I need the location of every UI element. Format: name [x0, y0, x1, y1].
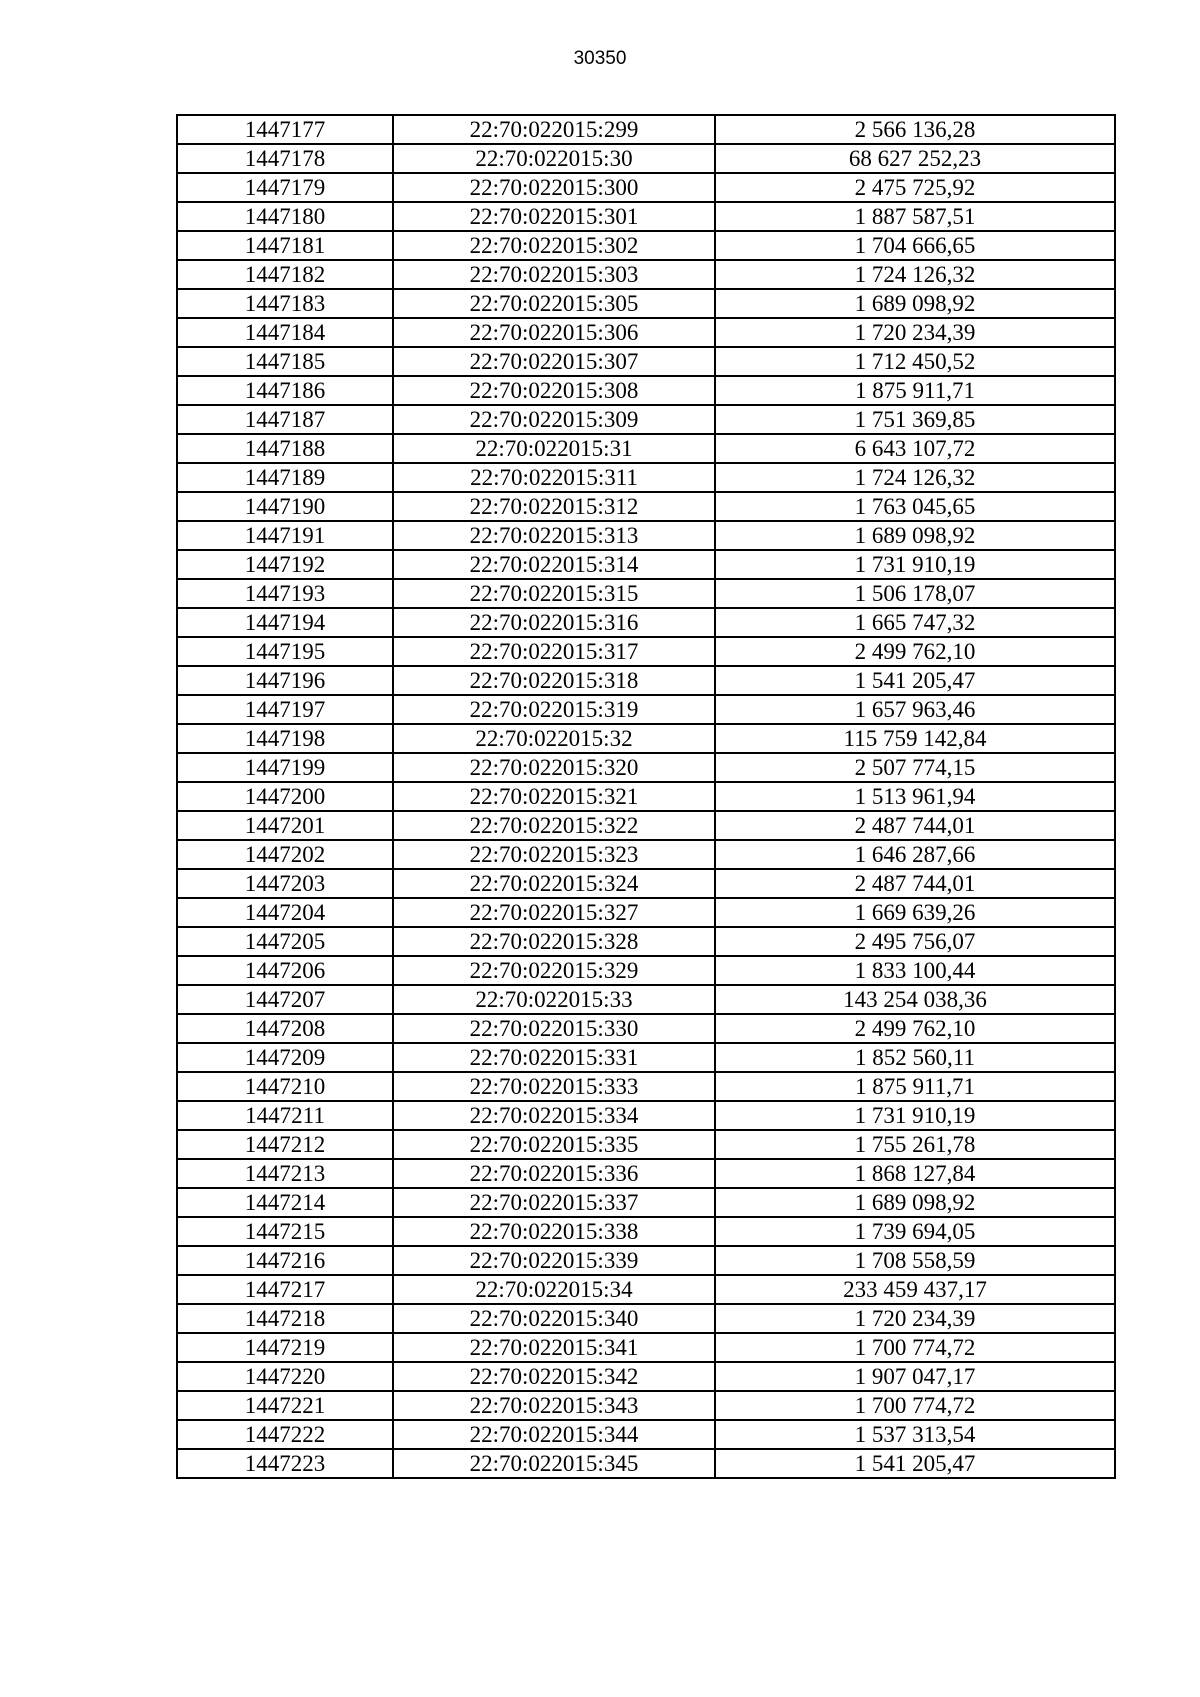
- cadastral-number-cell: 22:70:022015:324: [393, 869, 715, 898]
- row-number-cell: 1447177: [177, 115, 393, 144]
- row-number-cell: 1447217: [177, 1275, 393, 1304]
- cadastral-number-cell: 22:70:022015:322: [393, 811, 715, 840]
- cadastral-number-cell: 22:70:022015:30: [393, 144, 715, 173]
- cadastral-number-cell: 22:70:022015:317: [393, 637, 715, 666]
- cadastral-number-cell: 22:70:022015:321: [393, 782, 715, 811]
- table-row: [177, 1217, 1115, 1246]
- value-cell: 233 459 437,17: [715, 1275, 1115, 1304]
- row-number-cell: 1447219: [177, 1333, 393, 1362]
- row-number-cell: 1447191: [177, 521, 393, 550]
- value-cell: 2 487 744,01: [715, 869, 1115, 898]
- table-row: [177, 840, 1115, 869]
- row-number-cell: 1447208: [177, 1014, 393, 1043]
- row-number-cell: 1447180: [177, 202, 393, 231]
- value-cell: 1 731 910,19: [715, 1101, 1115, 1130]
- table-row: [177, 1391, 1115, 1420]
- row-number-cell: 1447195: [177, 637, 393, 666]
- table-body: [177, 115, 1115, 1478]
- value-cell: 1 689 098,92: [715, 1188, 1115, 1217]
- row-number-cell: 1447202: [177, 840, 393, 869]
- row-number-cell: 1447218: [177, 1304, 393, 1333]
- row-number-cell: 1447221: [177, 1391, 393, 1420]
- cadastral-number-cell: 22:70:022015:315: [393, 579, 715, 608]
- cadastral-number-cell: 22:70:022015:340: [393, 1304, 715, 1333]
- table-row: [177, 173, 1115, 202]
- value-cell: 1 751 369,85: [715, 405, 1115, 434]
- table-row: [177, 956, 1115, 985]
- cadastral-number-cell: 22:70:022015:331: [393, 1043, 715, 1072]
- cadastral-number-cell: 22:70:022015:335: [393, 1130, 715, 1159]
- row-number-cell: 1447186: [177, 376, 393, 405]
- table-row: [177, 1101, 1115, 1130]
- value-cell: 6 643 107,72: [715, 434, 1115, 463]
- value-cell: 1 907 047,17: [715, 1362, 1115, 1391]
- table-row: [177, 1014, 1115, 1043]
- value-cell: 2 495 756,07: [715, 927, 1115, 956]
- cadastral-number-cell: 22:70:022015:334: [393, 1101, 715, 1130]
- table-row: [177, 521, 1115, 550]
- table-row: [177, 202, 1115, 231]
- cadastral-number-cell: 22:70:022015:303: [393, 260, 715, 289]
- row-number-cell: 1447185: [177, 347, 393, 376]
- table-row: [177, 405, 1115, 434]
- table-row: [177, 811, 1115, 840]
- cadastral-value-table: [176, 114, 1116, 1479]
- row-number-cell: 1447216: [177, 1246, 393, 1275]
- row-number-cell: 1447200: [177, 782, 393, 811]
- table-row: [177, 1362, 1115, 1391]
- cadastral-number-cell: 22:70:022015:302: [393, 231, 715, 260]
- value-cell: 68 627 252,23: [715, 144, 1115, 173]
- table-row: [177, 463, 1115, 492]
- value-cell: 1 513 961,94: [715, 782, 1115, 811]
- cadastral-number-cell: 22:70:022015:33: [393, 985, 715, 1014]
- value-cell: 1 875 911,71: [715, 376, 1115, 405]
- cadastral-number-cell: 22:70:022015:318: [393, 666, 715, 695]
- cadastral-number-cell: 22:70:022015:333: [393, 1072, 715, 1101]
- cadastral-number-cell: 22:70:022015:338: [393, 1217, 715, 1246]
- cadastral-number-cell: 22:70:022015:32: [393, 724, 715, 753]
- table-row: [177, 579, 1115, 608]
- value-cell: 1 537 313,54: [715, 1420, 1115, 1449]
- table-row: [177, 1420, 1115, 1449]
- table-row: [177, 289, 1115, 318]
- cadastral-number-cell: 22:70:022015:345: [393, 1449, 715, 1478]
- table-row: [177, 1449, 1115, 1478]
- table-row: [177, 260, 1115, 289]
- value-cell: 1 665 747,32: [715, 608, 1115, 637]
- value-cell: 1 755 261,78: [715, 1130, 1115, 1159]
- row-number-cell: 1447181: [177, 231, 393, 260]
- row-number-cell: 1447201: [177, 811, 393, 840]
- value-cell: 1 868 127,84: [715, 1159, 1115, 1188]
- table-row: [177, 1246, 1115, 1275]
- cadastral-number-cell: 22:70:022015:343: [393, 1391, 715, 1420]
- table-row: [177, 1275, 1115, 1304]
- value-cell: 1 712 450,52: [715, 347, 1115, 376]
- table-row: [177, 724, 1115, 753]
- cadastral-number-cell: 22:70:022015:337: [393, 1188, 715, 1217]
- row-number-cell: 1447211: [177, 1101, 393, 1130]
- table-row: [177, 1304, 1115, 1333]
- value-cell: 1 669 639,26: [715, 898, 1115, 927]
- cadastral-number-cell: 22:70:022015:341: [393, 1333, 715, 1362]
- cadastral-number-cell: 22:70:022015:316: [393, 608, 715, 637]
- table-row: [177, 985, 1115, 1014]
- row-number-cell: 1447190: [177, 492, 393, 521]
- table-row: [177, 376, 1115, 405]
- value-cell: 2 475 725,92: [715, 173, 1115, 202]
- table-row: [177, 1188, 1115, 1217]
- row-number-cell: 1447194: [177, 608, 393, 637]
- row-number-cell: 1447205: [177, 927, 393, 956]
- cadastral-number-cell: 22:70:022015:311: [393, 463, 715, 492]
- table-row: [177, 492, 1115, 521]
- table-row: [177, 1159, 1115, 1188]
- cadastral-number-cell: 22:70:022015:308: [393, 376, 715, 405]
- value-cell: 1 689 098,92: [715, 521, 1115, 550]
- value-cell: 2 499 762,10: [715, 1014, 1115, 1043]
- cadastral-number-cell: 22:70:022015:319: [393, 695, 715, 724]
- cadastral-number-cell: 22:70:022015:330: [393, 1014, 715, 1043]
- value-cell: 143 254 038,36: [715, 985, 1115, 1014]
- value-cell: 1 731 910,19: [715, 550, 1115, 579]
- row-number-cell: 1447199: [177, 753, 393, 782]
- table-row: [177, 318, 1115, 347]
- table-row: [177, 550, 1115, 579]
- value-cell: 2 507 774,15: [715, 753, 1115, 782]
- value-cell: 1 720 234,39: [715, 318, 1115, 347]
- value-cell: 1 541 205,47: [715, 666, 1115, 695]
- row-number-cell: 1447188: [177, 434, 393, 463]
- table-row: [177, 608, 1115, 637]
- cadastral-number-cell: 22:70:022015:336: [393, 1159, 715, 1188]
- value-cell: 1 724 126,32: [715, 463, 1115, 492]
- cadastral-number-cell: 22:70:022015:306: [393, 318, 715, 347]
- table-row: [177, 898, 1115, 927]
- cadastral-number-cell: 22:70:022015:313: [393, 521, 715, 550]
- cadastral-number-cell: 22:70:022015:339: [393, 1246, 715, 1275]
- value-cell: 1 875 911,71: [715, 1072, 1115, 1101]
- row-number-cell: 1447193: [177, 579, 393, 608]
- value-cell: 1 704 666,65: [715, 231, 1115, 260]
- row-number-cell: 1447207: [177, 985, 393, 1014]
- cadastral-number-cell: 22:70:022015:31: [393, 434, 715, 463]
- cadastral-number-cell: 22:70:022015:34: [393, 1275, 715, 1304]
- cadastral-number-cell: 22:70:022015:312: [393, 492, 715, 521]
- row-number-cell: 1447214: [177, 1188, 393, 1217]
- table-row: [177, 927, 1115, 956]
- value-cell: 1 739 694,05: [715, 1217, 1115, 1246]
- row-number-cell: 1447204: [177, 898, 393, 927]
- cadastral-number-cell: 22:70:022015:300: [393, 173, 715, 202]
- row-number-cell: 1447183: [177, 289, 393, 318]
- value-cell: 1 720 234,39: [715, 1304, 1115, 1333]
- row-number-cell: 1447215: [177, 1217, 393, 1246]
- value-cell: 1 657 963,46: [715, 695, 1115, 724]
- table-row: [177, 434, 1115, 463]
- value-cell: 1 833 100,44: [715, 956, 1115, 985]
- value-cell: 1 887 587,51: [715, 202, 1115, 231]
- cadastral-number-cell: 22:70:022015:328: [393, 927, 715, 956]
- cadastral-number-cell: 22:70:022015:299: [393, 115, 715, 144]
- cadastral-number-cell: 22:70:022015:329: [393, 956, 715, 985]
- cadastral-number-cell: 22:70:022015:342: [393, 1362, 715, 1391]
- data-table-container: [176, 114, 1116, 1479]
- cadastral-number-cell: 22:70:022015:309: [393, 405, 715, 434]
- row-number-cell: 1447179: [177, 173, 393, 202]
- row-number-cell: 1447178: [177, 144, 393, 173]
- row-number-cell: 1447187: [177, 405, 393, 434]
- row-number-cell: 1447222: [177, 1420, 393, 1449]
- table-row: [177, 666, 1115, 695]
- table-row: [177, 231, 1115, 260]
- cadastral-number-cell: 22:70:022015:301: [393, 202, 715, 231]
- value-cell: 2 499 762,10: [715, 637, 1115, 666]
- table-row: [177, 1333, 1115, 1362]
- value-cell: 1 646 287,66: [715, 840, 1115, 869]
- row-number-cell: 1447213: [177, 1159, 393, 1188]
- row-number-cell: 1447210: [177, 1072, 393, 1101]
- row-number-cell: 1447196: [177, 666, 393, 695]
- table-row: [177, 782, 1115, 811]
- cadastral-number-cell: 22:70:022015:323: [393, 840, 715, 869]
- value-cell: 1 700 774,72: [715, 1333, 1115, 1362]
- row-number-cell: 1447212: [177, 1130, 393, 1159]
- table-row: [177, 869, 1115, 898]
- cadastral-number-cell: 22:70:022015:314: [393, 550, 715, 579]
- value-cell: 1 700 774,72: [715, 1391, 1115, 1420]
- row-number-cell: 1447209: [177, 1043, 393, 1072]
- cadastral-number-cell: 22:70:022015:327: [393, 898, 715, 927]
- value-cell: 1 724 126,32: [715, 260, 1115, 289]
- table-row: [177, 1130, 1115, 1159]
- cadastral-number-cell: 22:70:022015:305: [393, 289, 715, 318]
- row-number-cell: 1447197: [177, 695, 393, 724]
- table-row: [177, 347, 1115, 376]
- table-row: [177, 1072, 1115, 1101]
- row-number-cell: 1447206: [177, 956, 393, 985]
- value-cell: 1 763 045,65: [715, 492, 1115, 521]
- cadastral-number-cell: 22:70:022015:344: [393, 1420, 715, 1449]
- row-number-cell: 1447184: [177, 318, 393, 347]
- row-number-cell: 1447192: [177, 550, 393, 579]
- cadastral-number-cell: 22:70:022015:307: [393, 347, 715, 376]
- table-row: [177, 115, 1115, 144]
- row-number-cell: 1447203: [177, 869, 393, 898]
- row-number-cell: 1447182: [177, 260, 393, 289]
- table-row: [177, 144, 1115, 173]
- value-cell: 1 506 178,07: [715, 579, 1115, 608]
- row-number-cell: 1447220: [177, 1362, 393, 1391]
- table-row: [177, 1043, 1115, 1072]
- row-number-cell: 1447223: [177, 1449, 393, 1478]
- value-cell: 1 708 558,59: [715, 1246, 1115, 1275]
- row-number-cell: 1447198: [177, 724, 393, 753]
- table-row: [177, 637, 1115, 666]
- value-cell: 115 759 142,84: [715, 724, 1115, 753]
- value-cell: 2 487 744,01: [715, 811, 1115, 840]
- cadastral-number-cell: 22:70:022015:320: [393, 753, 715, 782]
- value-cell: 2 566 136,28: [715, 115, 1115, 144]
- value-cell: 1 541 205,47: [715, 1449, 1115, 1478]
- value-cell: 1 689 098,92: [715, 289, 1115, 318]
- page-number: 30350: [573, 48, 627, 69]
- table-row: [177, 753, 1115, 782]
- value-cell: 1 852 560,11: [715, 1043, 1115, 1072]
- row-number-cell: 1447189: [177, 463, 393, 492]
- table-row: [177, 695, 1115, 724]
